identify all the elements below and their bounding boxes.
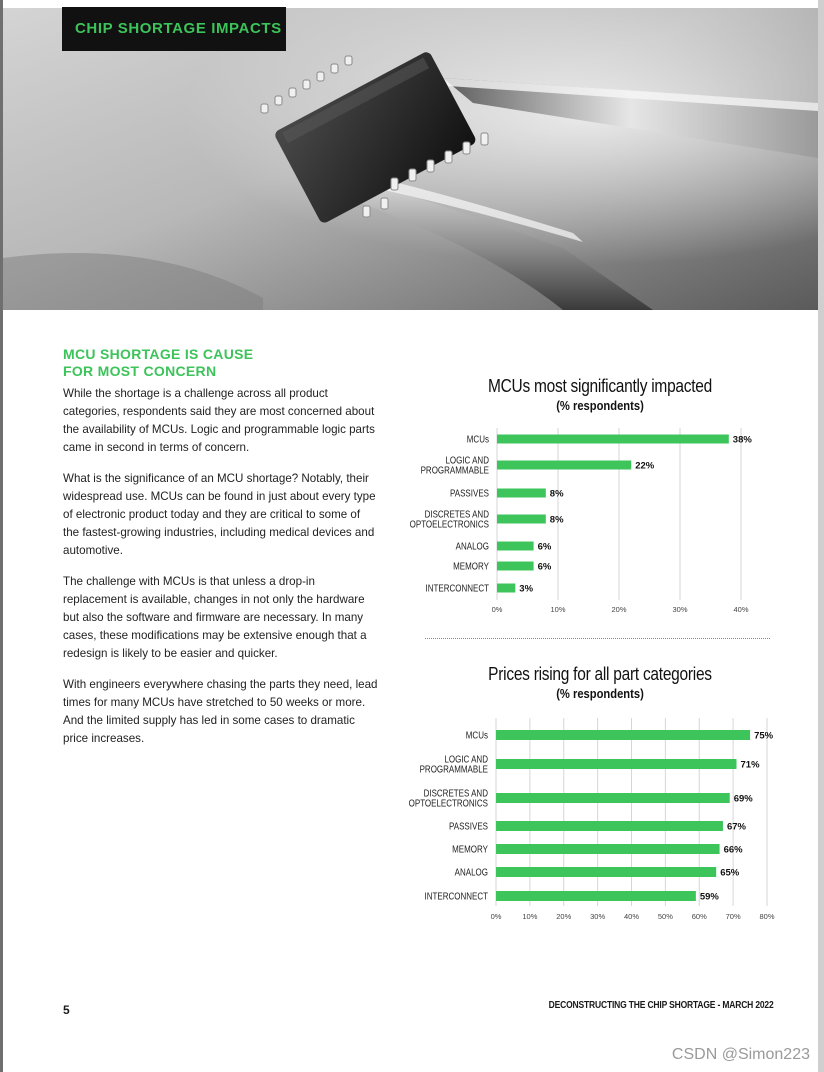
chart2-prices-rising — [400, 716, 790, 926]
chart-category-label: INTERCONNECT — [424, 890, 488, 902]
chart-tick-label: 40% — [733, 605, 749, 614]
chart-bar — [496, 793, 730, 803]
chart-bar — [496, 821, 723, 831]
chart-value-label: 22% — [635, 460, 655, 472]
chart-category-label: PASSIVES — [450, 487, 489, 499]
chart-bar — [497, 584, 515, 593]
heading-line-1: MCU SHORTAGE IS CAUSE — [63, 346, 254, 362]
body-paragraph: The challenge with MCUs is that unless a drop-in replacement is available, changes in not only the hardware but also the software and firmware are necessary. In many cases, these modifications may be extensive enough that a redesign is likely to be easier and quicker. — [63, 575, 367, 660]
chart-value-label: 8% — [549, 514, 564, 526]
chart1-title-block — [420, 376, 780, 413]
chart-tick-label: 0% — [490, 912, 502, 921]
chart-tick-label: 10% — [550, 605, 566, 614]
chart-tick-label: 0% — [491, 605, 503, 614]
chart-bar — [497, 489, 546, 498]
chart-tick-label: 30% — [590, 912, 606, 921]
chart-divider — [425, 638, 770, 639]
chart2-title-block — [420, 664, 780, 701]
chart-bar — [497, 461, 631, 470]
chart1-mcus-impacted — [400, 422, 790, 622]
chart-category-label: MCUs — [465, 729, 488, 741]
chart-tick-label: 30% — [672, 605, 688, 614]
chart-category-label: OPTOELECTRONICS — [408, 797, 488, 809]
chart-category-label: DISCRETES AND — [424, 508, 489, 520]
chart-category-label: PROGRAMMABLE — [419, 763, 488, 775]
footer-doc-title: DECONSTRUCTING THE CHIP SHORTAGE - MARCH 2022 — [549, 1000, 774, 1011]
chart-bar — [497, 542, 534, 551]
heading-line-2: FOR MOST CONCERN — [63, 363, 217, 379]
chart-category-label: OPTOELECTRONICS — [409, 518, 489, 530]
chart-value-label: 8% — [549, 488, 564, 500]
chart-category-label: LOGIC AND — [445, 454, 489, 466]
chart-category-label: PASSIVES — [449, 820, 488, 832]
chip-photo-illustration — [3, 8, 818, 310]
page-number: 5 — [63, 1003, 70, 1017]
chart-bar — [497, 515, 546, 524]
chart1-title: MCUs most significantly impacted — [487, 376, 713, 396]
chart2-title: Prices rising for all part categories — [488, 664, 712, 684]
chart-bar — [496, 844, 720, 854]
chart-category-label: INTERCONNECT — [425, 582, 489, 594]
chart-value-label: 38% — [732, 434, 752, 446]
chart-bar — [496, 867, 716, 877]
chart-tick-label: 10% — [522, 912, 538, 921]
chart-category-label: MCUs — [466, 433, 489, 445]
chart-category-label: MEMORY — [453, 560, 489, 572]
chart-tick-label: 50% — [657, 912, 673, 921]
chart-value-label: 75% — [754, 730, 774, 742]
body-text-column — [63, 385, 378, 761]
chart-bar — [497, 435, 729, 444]
chart-value-label: 6% — [537, 561, 552, 573]
body-paragraph: While the shortage is a challenge across all product categories, respondents said they are most concerned about the availability of MCUs. Logic and programmable logic parts came in second in terms of concern. — [63, 387, 375, 454]
chart-tick-label: 20% — [556, 912, 572, 921]
chart-value-label: 66% — [723, 844, 743, 856]
hero-photo-chip-in-tweezers — [3, 8, 818, 310]
chart-bar — [497, 562, 534, 571]
chart-category-label: DISCRETES AND — [423, 787, 488, 799]
chart1-subtitle: (% respondents) — [556, 398, 644, 413]
chart-category-label: MEMORY — [452, 843, 488, 855]
chart-category-label: ANALOG — [454, 866, 488, 878]
body-paragraph: With engineers everywhere chasing the parts they need, lead times for many MCUs have stretched to 50 weeks or more. And the limited supply has led in some cases to dramatic price increases. — [63, 678, 378, 745]
section-heading — [63, 346, 343, 380]
body-paragraph: What is the significance of an MCU shortage? Notably, their widespread use. MCUs can be found in just about every type of electronic product today and they are critical to some of the fastest-growing industries, including medical devices and automotive. — [63, 472, 376, 557]
chart-tick-label: 20% — [611, 605, 627, 614]
chart-tick-label: 40% — [623, 912, 640, 921]
chart-bar — [496, 730, 750, 740]
chart2-subtitle: (% respondents) — [556, 686, 644, 701]
chart-category-label: LOGIC AND — [444, 753, 488, 765]
chart-value-label: 3% — [519, 583, 534, 595]
chart-tick-label: 70% — [725, 912, 741, 921]
chart-bar — [496, 759, 737, 769]
chart-value-label: 59% — [699, 891, 719, 903]
chart-value-label: 6% — [537, 541, 552, 553]
page-edge-right — [818, 0, 824, 1072]
chart-tick-label: 60% — [691, 912, 707, 921]
chart-category-label: ANALOG — [455, 540, 489, 552]
chart-category-label: PROGRAMMABLE — [420, 464, 489, 476]
chart-value-label: 69% — [733, 793, 753, 805]
section-tag: CHIP SHORTAGE IMPACTS — [62, 7, 286, 51]
chart-tick-label: 80% — [759, 912, 775, 921]
chart-value-label: 65% — [720, 867, 740, 879]
chart-value-label: 67% — [726, 821, 746, 833]
chart-value-label: 71% — [740, 759, 760, 771]
watermark: CSDN @Simon223 — [671, 1046, 810, 1063]
chart-bar — [496, 891, 696, 901]
